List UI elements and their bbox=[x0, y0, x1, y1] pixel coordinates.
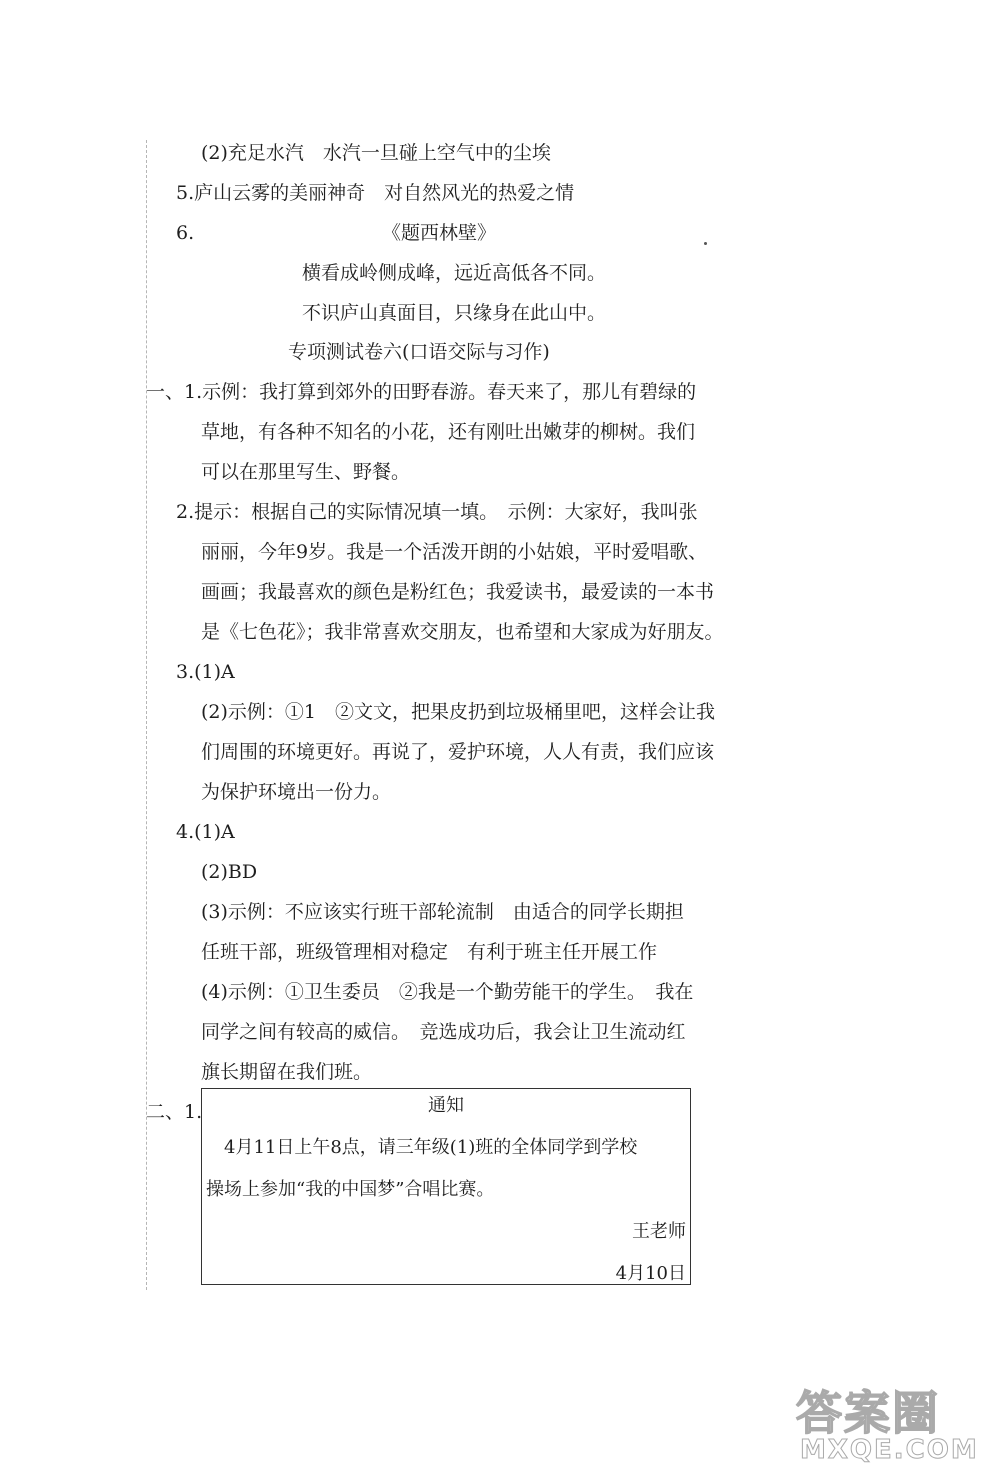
watermark-logo bbox=[796, 1377, 986, 1467]
answer-line: (3)示例：不应该实行班干部轮流制 由适合的同学长期担 bbox=[201, 901, 684, 923]
notice-signer: 王老师 bbox=[632, 1221, 686, 1242]
answer-line: 同学之间有较高的威信。 竞选成功后，我会让卫生流动红 bbox=[201, 1021, 686, 1043]
answer-line: 6. bbox=[176, 222, 195, 244]
answer-line: (2)充足水汽 水汽一旦碰上空气中的尘埃 bbox=[201, 142, 551, 164]
notice-body-line: 4月11日上午8点，请三年级(1)班的全体同学到学校 bbox=[224, 1137, 638, 1158]
answer-line: 草地，有各种不知名的小花，还有刚吐出嫩芽的柳树。我们 bbox=[201, 421, 696, 443]
answer-line: 们周围的环境更好。再说了，爱护环境，人人有责，我们应该 bbox=[201, 741, 715, 763]
answer-line: 3.(1)A bbox=[176, 661, 235, 683]
answer-line: 二、1. bbox=[146, 1101, 203, 1123]
answer-line: 任班干部，班级管理相对稳定 有利于班主任开展工作 bbox=[201, 941, 658, 963]
answer-line: 画画；我最喜欢的颜色是粉红色；我爱读书，最爱读的一本书 bbox=[201, 581, 715, 603]
notice-box bbox=[201, 1088, 691, 1285]
answer-line: 是《七色花》；我非常喜欢交朋友，也希望和大家成为好朋友。 bbox=[201, 621, 724, 643]
answer-line: (4)示例：①卫生委员 ②我是一个勤劳能干的学生。 我在 bbox=[201, 981, 694, 1003]
stray-dot bbox=[704, 242, 707, 245]
answer-line: 为保护环境出一份力。 bbox=[201, 781, 392, 803]
notice-date: 4月10日 bbox=[615, 1263, 686, 1284]
answer-line: 2.提示：根据自己的实际情况填一填。 示例：大家好，我叫张 bbox=[176, 501, 698, 523]
poem-line: 横看成岭侧成峰，远近高低各不同。 bbox=[302, 262, 607, 284]
section-title: 专项测试卷六(口语交际与习作) bbox=[288, 341, 550, 363]
answer-line: 一、1.示例：我打算到郊外的田野春游。春天来了，那儿有碧绿的 bbox=[146, 381, 697, 403]
notice-title: 通知 bbox=[428, 1095, 464, 1116]
answer-line: 4.(1)A bbox=[176, 821, 235, 843]
answer-line: 可以在那里写生、野餐。 bbox=[201, 461, 411, 483]
answer-line: 旗长期留在我们班。 bbox=[201, 1061, 373, 1083]
answer-line: (2)BD bbox=[201, 861, 258, 883]
poem-line: 不识庐山真面目，只缘身在此山中。 bbox=[302, 302, 607, 324]
answer-line: (2)示例：①1 ②文文，把果皮扔到垃圾桶里吧，这样会让我 bbox=[201, 701, 716, 723]
watermark-sub-text: MXQE.COM bbox=[800, 1435, 979, 1465]
poem-title: 《题西林壁》 bbox=[382, 222, 497, 244]
watermark-main-text: 答案圈 bbox=[796, 1386, 940, 1440]
notice-body-line: 操场上参加“我的中国梦”合唱比赛。 bbox=[206, 1179, 495, 1200]
answer-line: 丽丽，今年9岁。我是一个活泼开朗的小姑娘，平时爱唱歌、 bbox=[201, 541, 708, 563]
answer-line: 5.庐山云雾的美丽神奇 对自然风光的热爱之情 bbox=[176, 182, 575, 204]
